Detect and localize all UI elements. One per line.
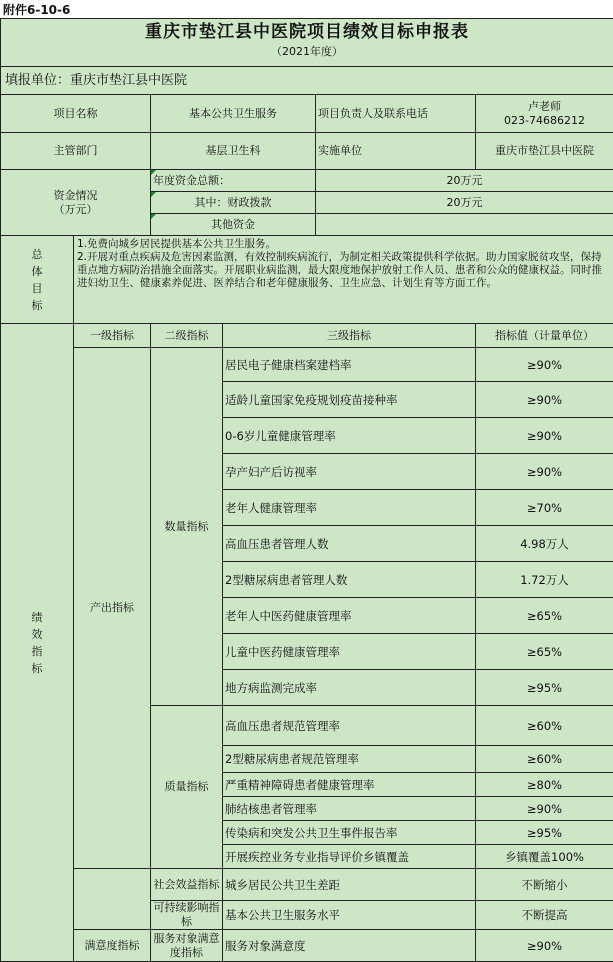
- indicator-value: ≥60%: [476, 746, 613, 773]
- project-contact-label: 项目负责人及联系电话: [316, 95, 476, 133]
- indicator-value: ≥70%: [476, 490, 613, 526]
- funds-fiscal-label: 其中：财政拨款: [151, 192, 316, 214]
- indicator-value: 不断提高: [476, 901, 613, 930]
- contact-phone: 023-74686212: [478, 114, 611, 128]
- indicator-name: 高血压患者规范管理率: [223, 706, 476, 746]
- indicator-name: 居民电子健康档案建档率: [223, 348, 476, 382]
- indicator-value: ≥80%: [476, 773, 613, 797]
- goal-line-1: 1.免费向城乡居民提供基本公共卫生服务。: [77, 238, 610, 251]
- header-level1: 一级指标: [74, 324, 151, 348]
- attachment-number: 附件6-10-6: [3, 1, 70, 18]
- level1-satisfaction: 满意度指标: [74, 930, 151, 962]
- level2-service: 服务对象满意度指标: [151, 930, 223, 962]
- indicator-name: 适龄儿童国家免疫规划疫苗接种率: [223, 382, 476, 418]
- goal-line-2: 2.开展对重点疾病及危害因素监测，有效控制疾病流行，为制定相关政策提供科学依据。助力国家脱贫攻坚，保持重点地方病防治措施全面落实。开展职业病监测，最大限度地保护放射工作人员、患者和公众的健康权益。同时推进妇幼卫生、健康素养促进、医养结合和老年健康服务、卫生应急、计划生育等方面工作。: [77, 251, 610, 290]
- header-level2: 二级指标: [151, 324, 223, 348]
- indicator-value: ≥90%: [476, 797, 613, 821]
- indicator-name: 高血压患者管理人数: [223, 526, 476, 562]
- indicator-name: 2型糖尿病患者规范管理率: [223, 746, 476, 773]
- indicator-value: 不断缩小: [476, 869, 613, 901]
- level1-output: 产出指标: [74, 348, 151, 869]
- indicator-name: 孕产妇产后访视率: [223, 454, 476, 490]
- contact-name: 卢老师: [478, 100, 611, 114]
- performance-table: [0, 18, 613, 962]
- indicator-value: ≥60%: [476, 706, 613, 746]
- funds-total-label: 年度资金总额：: [151, 170, 316, 192]
- overall-goal-text: [74, 236, 613, 324]
- indicator-value: 乡镇覆盖100%: [476, 845, 613, 869]
- level2-social: 社会效益指标: [151, 869, 223, 901]
- indicator-name: 服务对象满意度: [223, 930, 476, 962]
- indicator-name: 地方病监测完成率: [223, 670, 476, 706]
- indicator-name: 0-6岁儿童健康管理率: [223, 418, 476, 454]
- indicator-name: 城乡居民公共卫生差距: [223, 869, 476, 901]
- indicator-value: ≥90%: [476, 930, 613, 962]
- funds-other-label: 其他资金: [151, 214, 316, 236]
- funds-label: 资金情况 （万元）: [1, 170, 151, 236]
- indicator-name: 传染病和突发公共卫生事件报告率: [223, 821, 476, 845]
- overall-goal-label: 总 体 目 标: [1, 236, 74, 324]
- dept-label: 主管部门: [1, 133, 151, 170]
- level2-sustain: 可持续影响指标: [151, 901, 223, 930]
- indicator-value: ≥90%: [476, 418, 613, 454]
- indicator-name: 儿童中医药健康管理率: [223, 634, 476, 670]
- funds-fiscal-value: 20万元: [316, 192, 613, 214]
- indicator-value: ≥90%: [476, 348, 613, 382]
- indicator-value: ≥95%: [476, 821, 613, 845]
- impl-unit-label: 实施单位: [316, 133, 476, 170]
- indicator-name: 肺结核患者管理率: [223, 797, 476, 821]
- impl-unit-value: 重庆市垫江县中医院: [476, 133, 613, 170]
- indicator-name: 老年人健康管理率: [223, 490, 476, 526]
- indicator-value: ≥65%: [476, 598, 613, 634]
- indicator-name: 严重精神障碍患者健康管理率: [223, 773, 476, 797]
- project-name-value: 基本公共卫生服务: [151, 95, 316, 133]
- indicator-value: ≥90%: [476, 382, 613, 418]
- funds-other-value: [316, 214, 613, 236]
- reporting-unit: 填报单位：重庆市垫江县中医院: [1, 67, 613, 95]
- funds-total-value: 20万元: [316, 170, 613, 192]
- form-subtitle: （2021年度）: [1, 45, 613, 67]
- indicator-name: 基本公共卫生服务水平: [223, 901, 476, 930]
- indicator-name: 2型糖尿病患者管理人数: [223, 562, 476, 598]
- level1-effect: [74, 869, 151, 930]
- project-name-label: 项目名称: [1, 95, 151, 133]
- indicator-name: 老年人中医药健康管理率: [223, 598, 476, 634]
- perf-indicators-label: 绩 效 指 标: [1, 324, 74, 962]
- header-value: 指标值（计量单位）: [476, 324, 613, 348]
- indicator-value: ≥90%: [476, 454, 613, 490]
- indicator-value: ≥95%: [476, 670, 613, 706]
- indicator-value: ≥65%: [476, 634, 613, 670]
- indicator-value: 4.98万人: [476, 526, 613, 562]
- indicator-name: 开展疾控业务专业指导评价乡镇覆盖: [223, 845, 476, 869]
- header-level3: 三级指标: [223, 324, 476, 348]
- dept-value: 基层卫生科: [151, 133, 316, 170]
- form-title: 重庆市垫江县中医院项目绩效目标申报表: [1, 19, 613, 45]
- level2-quality: 质量指标: [151, 706, 223, 869]
- indicator-value: 1.72万人: [476, 562, 613, 598]
- level2-quantity: 数量指标: [151, 348, 223, 706]
- project-contact-value: [476, 95, 613, 133]
